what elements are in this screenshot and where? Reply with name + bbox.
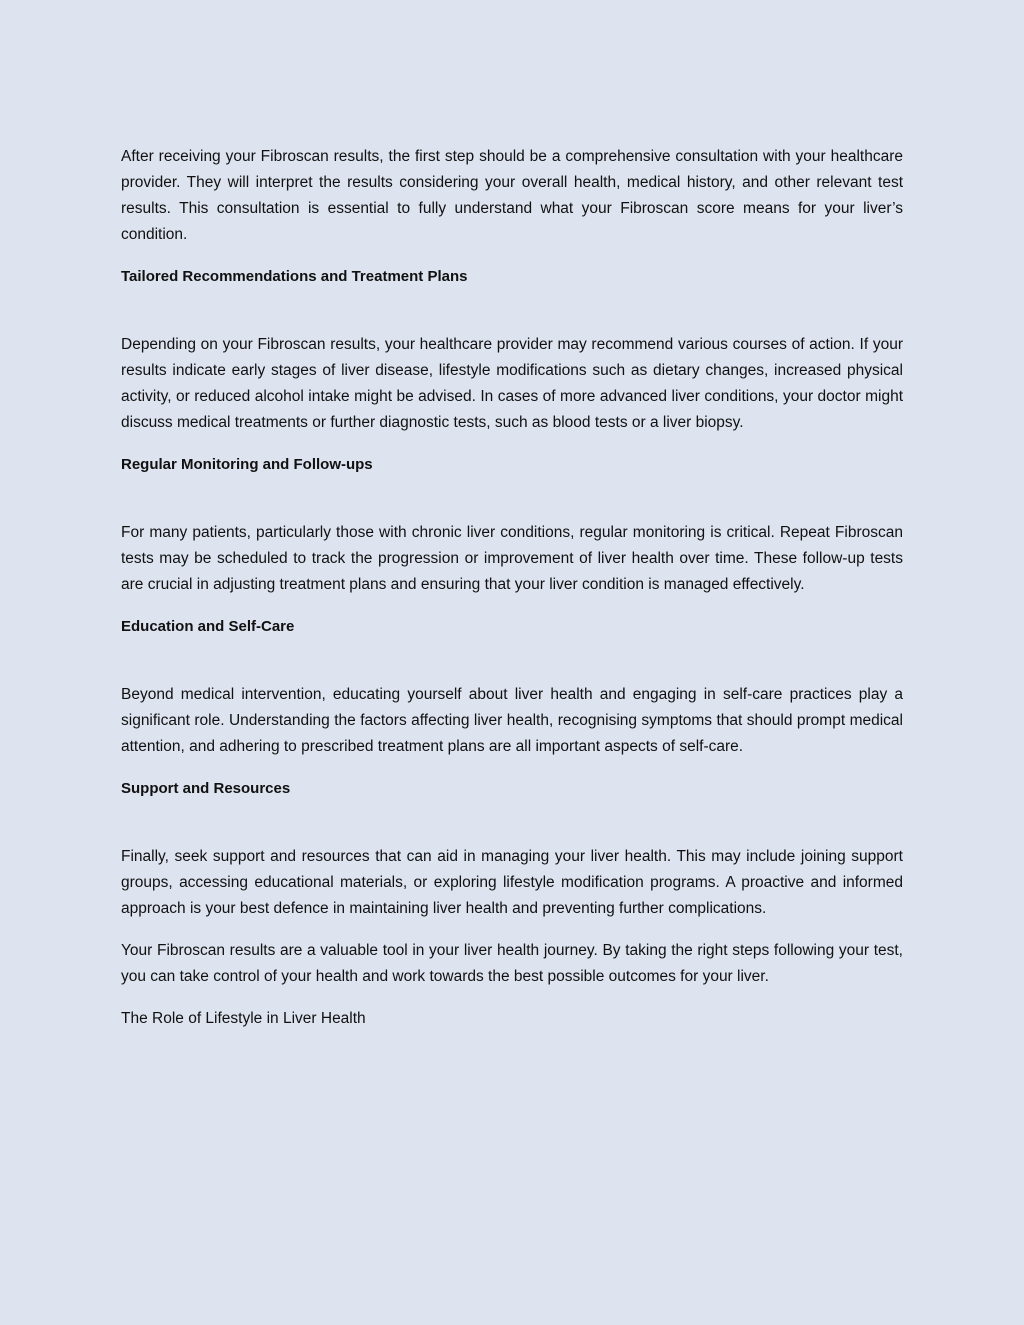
intro-paragraph: After receiving your Fibroscan results, the first step should be a comprehensive consultation with your healthcare provider. They will interpret the results considering your overall health, medical history, and other relevant test results. This consultation is essential to fully understand what your Fibroscan score means for your liver’s condition.	[121, 148, 903, 243]
section-heading-education-self-care: Education and Self-Care	[121, 618, 295, 635]
section-heading-support-resources: Support and Resources	[121, 780, 291, 797]
section-paragraph-tailored-recommendations: Depending on your Fibroscan results, your healthcare provider may recommend various courses of action. If your results indicate early stages of liver disease, lifestyle modifications such as dietary changes, increased physical activity, or reduced alcohol intake might be advised. In cases of more advanced liver conditions, your doctor might discuss medical treatments or further diagnostic tests, such as blood tests or a liver biopsy.	[121, 336, 903, 431]
section-heading-regular-monitoring: Regular Monitoring and Follow-ups	[121, 456, 373, 473]
document-body	[121, 144, 903, 1032]
section-heading-tailored-recommendations: Tailored Recommendations and Treatment Plans	[121, 268, 468, 285]
section-paragraph-regular-monitoring: For many patients, particularly those with chronic liver conditions, regular monitoring is critical. Repeat Fibroscan tests may be scheduled to track the progression or improvement of liver health over time. These follow-up tests are crucial in adjusting treatment plans and ensuring that your liver condition is managed effectively.	[121, 524, 903, 593]
section-paragraph-support-resources: Finally, seek support and resources that can aid in managing your liver health. This may include joining support groups, accessing educational materials, or exploring lifestyle modification programs. A proactive and informed approach is your best defence in maintaining liver health and preventing further complications.	[121, 848, 903, 917]
next-section-title: The Role of Lifestyle in Liver Health	[121, 1010, 366, 1027]
closing-paragraph: Your Fibroscan results are a valuable tool in your liver health journey. By taking the right steps following your test, you can take control of your health and work towards the best possible outcomes for your liver.	[121, 942, 903, 985]
section-paragraph-education-self-care: Beyond medical intervention, educating yourself about liver health and engaging in self-care practices play a significant role. Understanding the factors affecting liver health, recognising symptoms that should prompt medical attention, and adhering to prescribed treatment plans are all important aspects of self-care.	[121, 686, 903, 755]
